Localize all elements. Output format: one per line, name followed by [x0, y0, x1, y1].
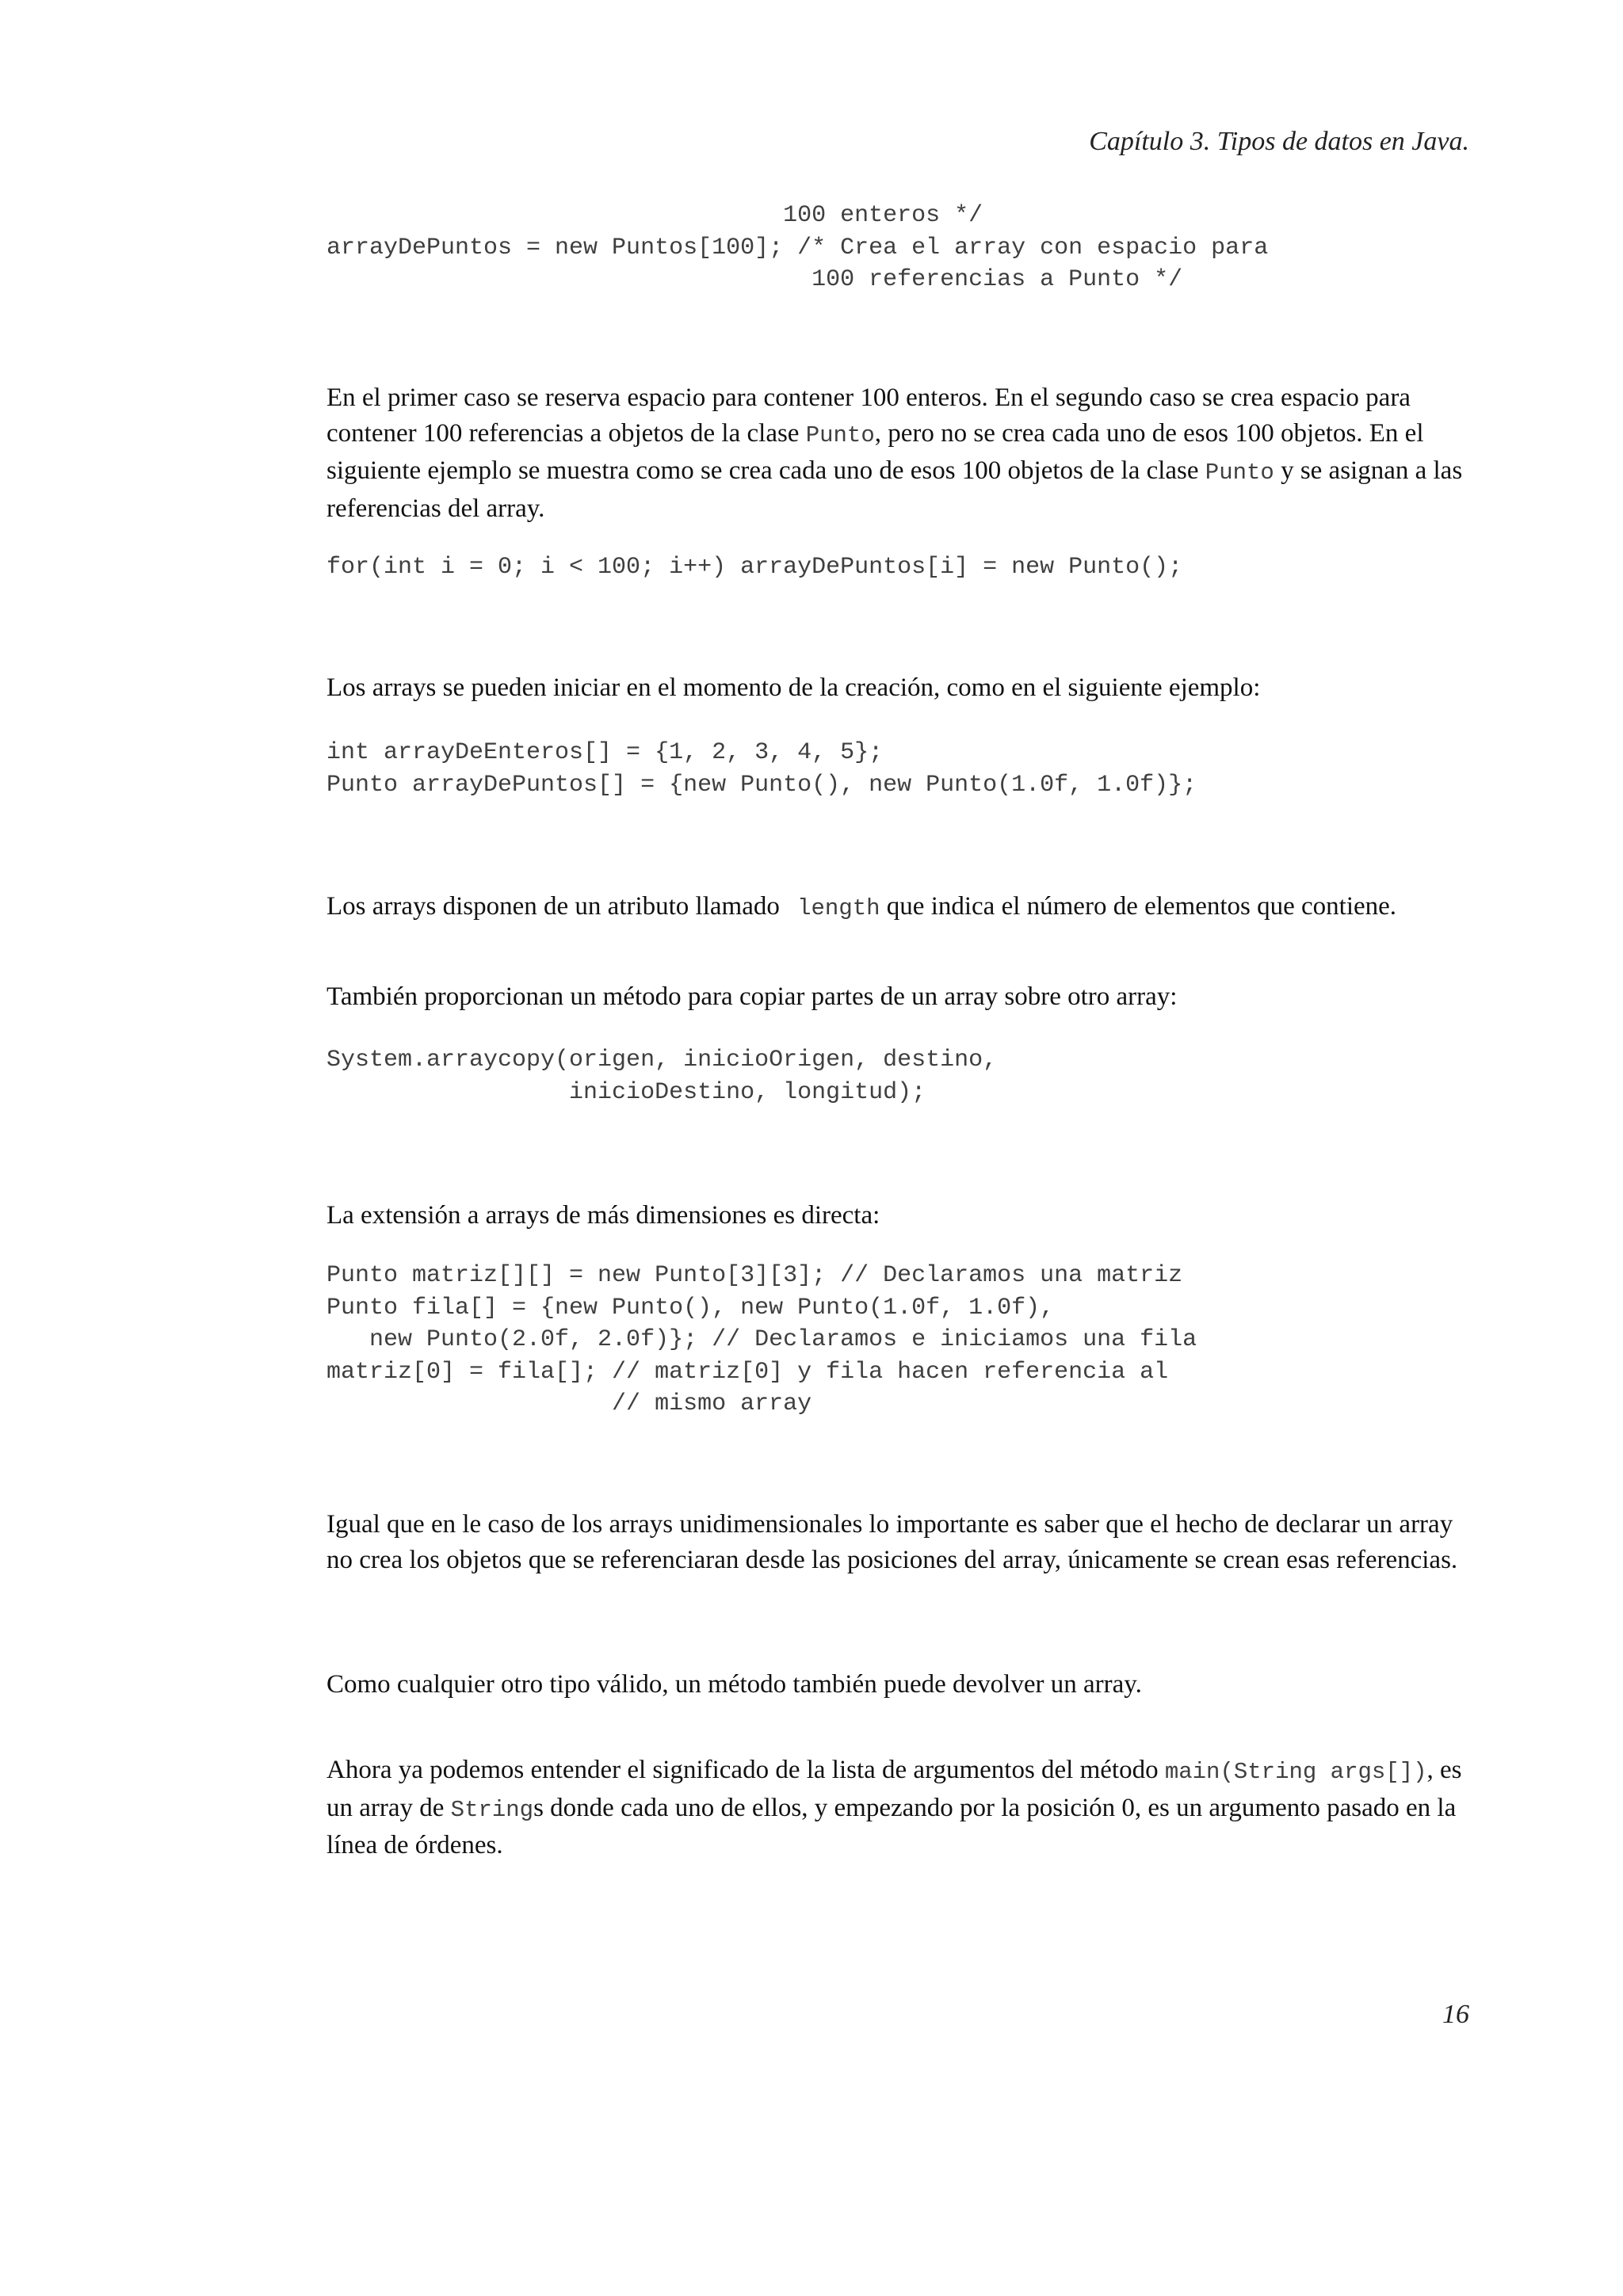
inline-code: String [450, 1796, 534, 1823]
paragraph-method-returns-array: Como cualquier otro tipo válido, un método también puede devolver un array. [327, 1670, 1142, 1699]
paragraph-text: , pero no se crea cada uno de esos 100 objetos. En el siguiente ejemplo se muestra como se crea cada uno de esos 100 objetos de la clase [327, 418, 1424, 485]
paragraph-text: En el primer caso se reserva espacio para contener 100 enteros. En el segundo caso se crea espacio para contener 100 referencias a objetos de la clase [327, 383, 1411, 448]
page-number: 16 [1442, 2000, 1469, 2029]
paragraph-array-references [327, 380, 1484, 526]
code-block-matrix: Punto matriz[][] = new Punto[3][3]; // Declaramos una matriz Punto fila[] = {new Punto(), new Punto(1.0f, 1.0f), new Punto(2.0f, 2.0f)}; // Declaramos e iniciamos una fila matriz[0] = fila[]; // matriz[0] y fila hacen referencia al // mismo array [327, 1262, 1197, 1417]
paragraph-text: Ahora ya podemos entender el significado de la lista de argumentos del método [327, 1756, 1165, 1784]
code-block-array-creation: 100 enteros */ arrayDePuntos = new Puntos[100]; /* Crea el array con espacio para 100 referencias a Punto */ [327, 202, 1269, 293]
paragraph-text: Los arrays disponen de un atributo llamado [327, 892, 787, 921]
inline-code: main(String args[]) [1164, 1759, 1427, 1785]
paragraph-text: y se asignan a las referencias del array. [327, 456, 1463, 523]
paragraph-text: s donde cada uno de ellos, y empezando por la posición 0, es un argumento pasado en la línea de órdenes. [327, 1793, 1457, 1859]
code-block-initialization: int arrayDeEnteros[] = {1, 2, 3, 4, 5}; Punto arrayDePuntos[] = {new Punto(), new Punto(1.0f, 1.0f)}; [327, 739, 1197, 799]
paragraph-text: , es un array de [327, 1756, 1462, 1822]
code-block-for-loop: for(int i = 0; i < 100; i++) arrayDePuntos[i] = new Punto(); [327, 554, 1183, 581]
paragraph-text: que indica el número de elementos que contiene. [880, 892, 1397, 921]
paragraph-multidimensional: La extensión a arrays de más dimensiones es directa: [327, 1201, 880, 1230]
paragraph-array-initialization: Los arrays se pueden iniciar en el momento de la creación, como en el siguiente ejemplo: [327, 673, 1261, 702]
running-header: Capítulo 3. Tipos de datos en Java. [1089, 127, 1469, 156]
inline-code: Punto [805, 421, 875, 448]
inline-code: Punto [1205, 460, 1274, 486]
paragraph-arraycopy: También proporcionan un método para copiar partes de un array sobre otro array: [327, 982, 1178, 1011]
paragraph-length-attribute [327, 889, 1484, 927]
inline-code: length [797, 895, 880, 921]
code-block-arraycopy: System.arraycopy(origen, inicioOrigen, destino, inicioDestino, longitud); [327, 1047, 998, 1106]
paragraph-unidimensional-note: Igual que en le caso de los arrays unidimensionales lo importante es saber que el hecho de declarar un array no crea los objetos que se referenciaran desde las posiciones del array, únicamente se crean esas referencias. [327, 1510, 1458, 1574]
paragraph-main-arguments [327, 1753, 1484, 1863]
